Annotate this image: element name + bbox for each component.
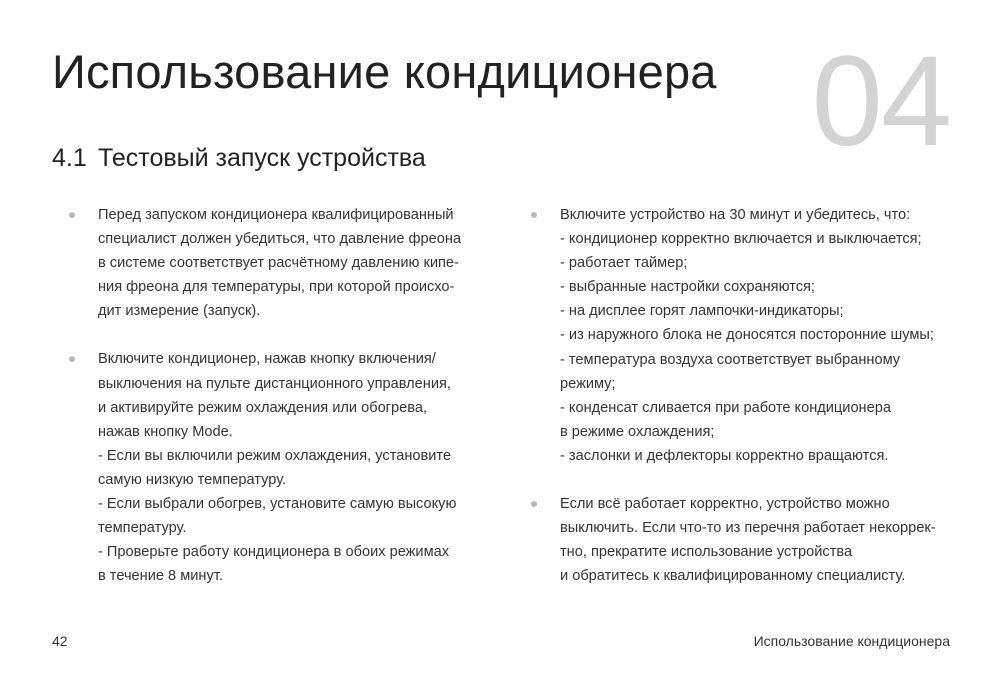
text-line: - конденсат сливается при работе кондиционера [560,399,891,416]
section-title: Тестовый запуск устройства [98,144,426,172]
text-line: специалист должен убедиться, что давление фреона [98,231,462,248]
section-number: 4.1 [52,144,87,172]
chapter-number: 04 [811,30,950,173]
list-item [68,347,498,588]
text-line: тно, прекратите использование устройства [560,544,853,561]
text-line: выключения на пульте дистанционного управления, [98,375,451,392]
text-line: - выбранные настройки сохраняются; [560,279,815,296]
bullet-icon [531,501,537,507]
text-line: - из наружного блока не доносятся посторонние шумы; [560,327,934,344]
right-column [530,203,960,612]
text-line: - работает таймер; [560,255,688,272]
text-line: Перед запуском кондиционера квалифицированный [98,207,454,223]
bullet-icon [69,212,75,218]
text-line: дит измерение (запуск). [98,303,261,320]
bullet-icon [69,356,75,362]
text-line: выключить. Если что-то из перечня работает некоррек- [560,520,936,537]
text-line: - кондиционер корректно включается и выключается; [560,231,922,248]
text-line: и обратитесь к квалифицированному специалисту. [560,568,906,585]
text-line: температуру. [98,520,187,537]
text-line: - Если выбрали обогрев, установите самую высокую [98,496,457,513]
left-column [68,203,498,612]
text-line: нажав кнопку Mode. [98,423,233,440]
section-heading [52,140,426,176]
bullet-icon [531,212,537,218]
text-line: - Если вы включили режим охлаждения, установите [98,447,452,464]
text-line: - заслонки и дефлекторы корректно вращаются. [560,447,889,464]
list-item [68,203,498,323]
text-line: в системе соответствует расчётному давлению кипе- [98,255,459,272]
text-line: ния фреона для температуры, при которой происхо- [98,279,455,296]
text-line: в течение 8 минут. [98,568,223,585]
text-line: - на дисплее горят лампочки-индикаторы; [560,303,844,320]
text-line: режиму; [560,375,616,392]
text-line: - температура воздуха соответствует выбранному [560,351,901,368]
text-line: Если всё работает корректно, устройство можно [560,496,890,513]
text-line: - Проверьте работу кондиционера в обоих режимах [98,544,450,561]
text-line: в режиме охлаждения; [560,423,715,440]
text-line: Включите кондиционер, нажав кнопку включения/ [98,351,436,368]
list-item [530,203,960,468]
text-line: самую низкую температуру. [98,471,287,488]
page-number: 42 [52,633,68,649]
running-title: Использование кондиционера [753,633,950,649]
list-item [530,492,960,588]
text-line: и активируйте режим охлаждения или обогрева, [98,399,428,416]
text-line: Включите устройство на 30 минут и убедитесь, что: [560,207,911,223]
chapter-title: Использование кондиционера [52,45,717,98]
